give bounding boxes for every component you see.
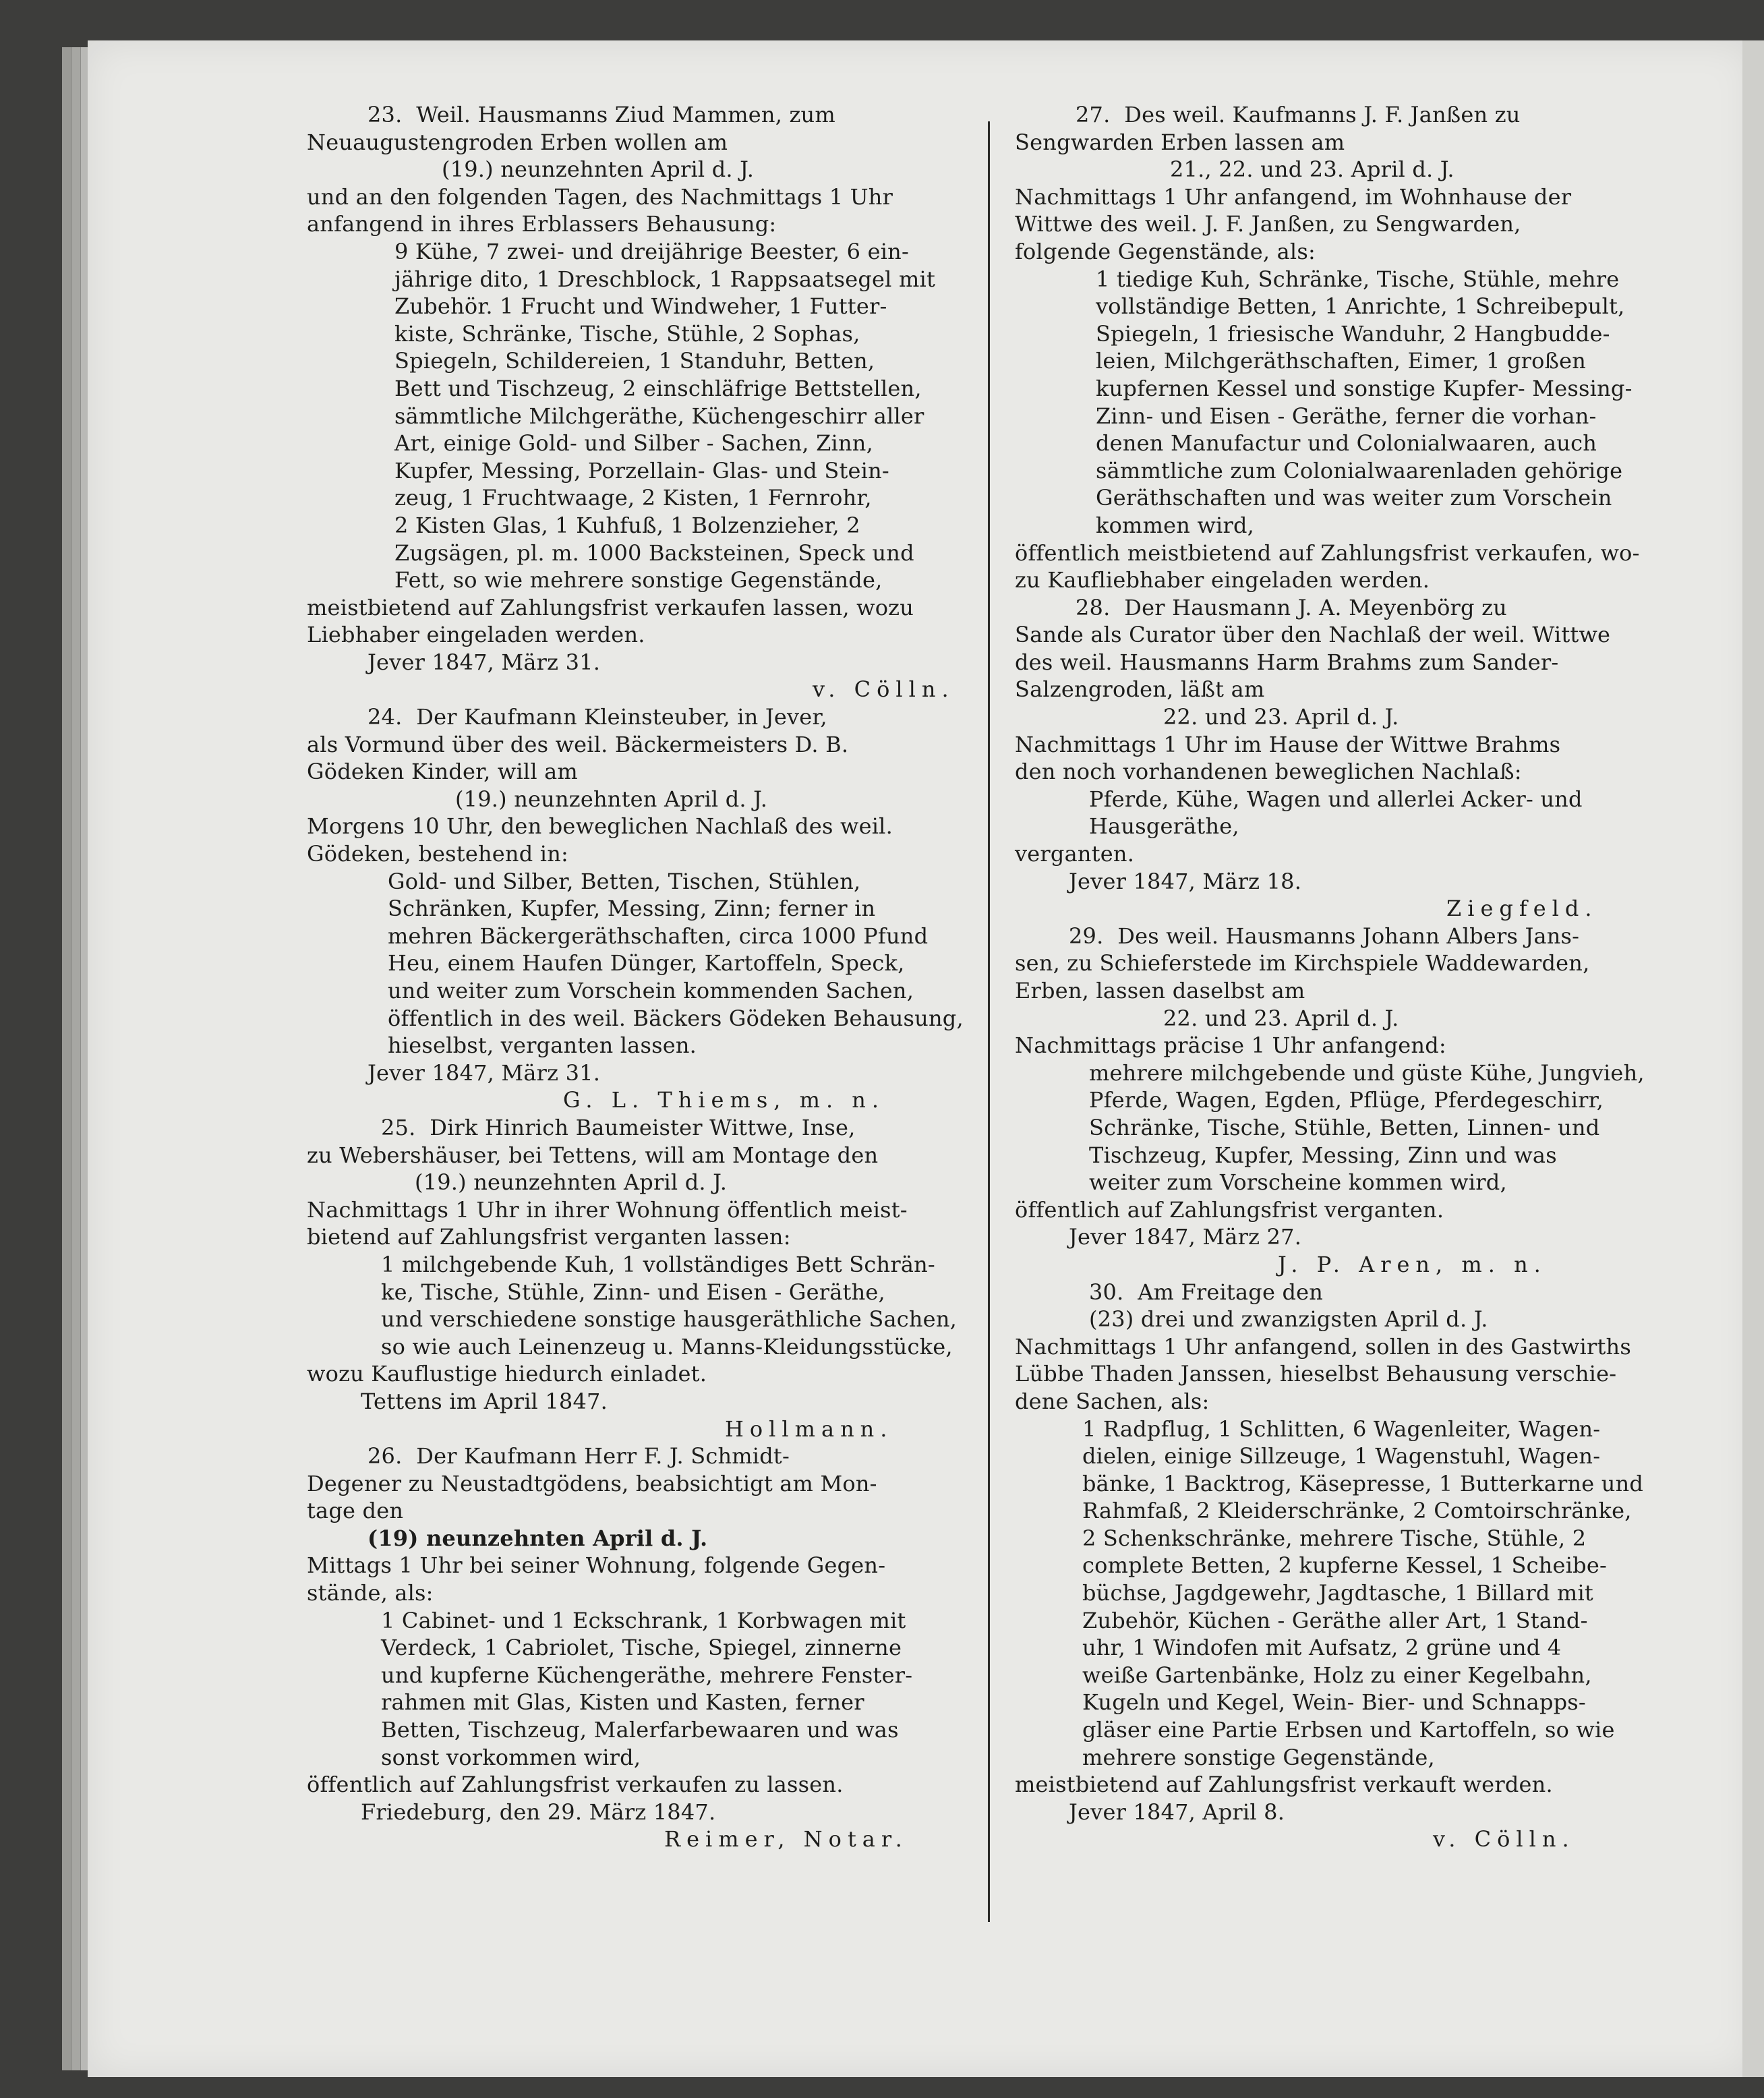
text-line: kiste, Schränke, Tische, Stühle, 2 Sophas, <box>394 320 860 347</box>
text-line: Jever 1847, März 31. <box>368 1059 601 1086</box>
text-line: Erben, lassen daselbst am <box>1015 978 1305 1003</box>
text-line: J. P. Aren, m. n. <box>1278 1251 1547 1277</box>
text-line: bänke, 1 Backtrog, Käsepresse, 1 Butterkarne und <box>1082 1470 1644 1496</box>
text-line: öffentlich auf Zahlungsfrist verkaufen zu lassen. <box>307 1772 844 1798</box>
text-line: als Vormund über des weil. Bäckermeisters D. B. <box>307 731 849 757</box>
text-line: Spiegeln, 1 friesische Wanduhr, 2 Hangbudde- <box>1096 320 1610 347</box>
text-line: Kugeln und Kegel, Wein- Bier- und Schnapps- <box>1082 1689 1586 1716</box>
text-line: Sengwarden Erben lassen am <box>1015 129 1345 155</box>
text-line: stände, als: <box>307 1580 434 1606</box>
text-line: hieselbst, verganten lassen. <box>388 1032 697 1059</box>
text-line: (19) neunzehnten April d. J. <box>368 1525 708 1551</box>
text-line: Gold- und Silber, Betten, Tischen, Stühlen, <box>388 868 861 894</box>
text-line: ke, Tische, Stühle, Zinn- und Eisen - Geräthe, <box>381 1279 885 1305</box>
text-line: Schränken, Kupfer, Messing, Zinn; ferner in <box>388 896 876 922</box>
text-line: vollständige Betten, 1 Anrichte, 1 Schreibepult, <box>1096 293 1625 320</box>
text-line: mehrere milchgebende und güste Kühe, Jungvieh, <box>1089 1059 1645 1086</box>
text-line: Kupfer, Messing, Porzellain- Glas- und Stein- <box>394 457 889 484</box>
text-line: Pferde, Kühe, Wagen und allerlei Acker- und <box>1089 786 1583 812</box>
text-line: 1 tiedige Kuh, Schränke, Tische, Stühle, mehre <box>1096 266 1620 292</box>
text-line: Pferde, Wagen, Egden, Pflüge, Pferdegeschirr, <box>1089 1087 1604 1113</box>
text-line: Jever 1847, März 18. <box>1069 868 1302 894</box>
text-line: 1 Radpflug, 1 Schlitten, 6 Wagenleiter, Wagen- <box>1082 1416 1601 1442</box>
text-line: bietend auf Zahlungsfrist verganten lassen: <box>307 1224 791 1250</box>
text-line: Salzengroden, läßt am <box>1015 676 1265 703</box>
text-line: Nachmittags 1 Uhr in ihrer Wohnung öffentlich meist- <box>307 1196 908 1223</box>
text-line: 1 Cabinet- und 1 Eckschrank, 1 Korbwagen mit <box>381 1607 906 1633</box>
text-line: zu Webershäuser, bei Tettens, will am Montage den <box>307 1142 879 1168</box>
text-line: meistbietend auf Zahlungsfrist verkauft werden. <box>1015 1772 1553 1798</box>
text-line: (19.) neunzehnten April d. J. <box>455 786 768 812</box>
text-line: (19.) neunzehnten April d. J. <box>442 156 755 183</box>
text-line: büchse, Jagdgewehr, Jagdtasche, 1 Billard mit <box>1082 1580 1593 1606</box>
text-line: Fett, so wie mehrere sonstige Gegenstände, <box>394 567 883 593</box>
text-line: 29. Des weil. Hausmanns Johann Albers Jans- <box>1069 923 1580 949</box>
text-line: Bett und Tischzeug, 2 einschläfrige Bettstellen, <box>394 375 922 401</box>
text-line: mehren Bäckergeräthschaften, circa 1000 Pfund <box>388 923 929 949</box>
text-line: Art, einige Gold- und Silber - Sachen, Zinn, <box>394 430 873 457</box>
text-line: 27. Des weil. Kaufmanns J. F. Janßen zu <box>1076 102 1521 127</box>
text-line: und weiter zum Vorschein kommenden Sachen, <box>388 978 914 1003</box>
text-line: Tischzeug, Kupfer, Messing, Zinn und was <box>1089 1142 1557 1168</box>
text-line: Sande als Curator über den Nachlaß der weil. Wittwe <box>1015 622 1611 648</box>
text-line: sen, zu Schieferstede im Kirchspiele Waddewarden, <box>1015 950 1590 977</box>
text-line: Verdeck, 1 Cabriolet, Tische, Spiegel, zinnerne <box>381 1635 902 1661</box>
text-line: tage den <box>307 1498 404 1524</box>
text-line: jährige dito, 1 Dreschblock, 1 Rappsaatsegel mit <box>394 266 936 292</box>
text-line: Liebhaber eingeladen werden. <box>307 622 645 648</box>
text-line: Hausgeräthe, <box>1089 813 1239 840</box>
text-line: uhr, 1 Windofen mit Aufsatz, 2 grüne und 4 <box>1082 1635 1562 1661</box>
text-line: Betten, Tischzeug, Malerfarbewaaren und was <box>381 1717 899 1743</box>
text-line: gläser eine Partie Erbsen und Kartoffeln, so wie <box>1082 1717 1615 1743</box>
text-line: v. Cölln. <box>813 676 955 703</box>
text-line: weiße Gartenbänke, Holz zu einer Kegelbahn, <box>1082 1662 1592 1688</box>
text-line: zu Kaufliebhaber eingeladen werden. <box>1015 567 1430 593</box>
text-line: Nachmittags 1 Uhr im Hause der Wittwe Brahms <box>1015 731 1561 757</box>
text-line: folgende Gegenstände, als: <box>1015 238 1316 264</box>
text-line: 22. und 23. April d. J. <box>1163 704 1399 730</box>
text-line: Hollmann. <box>725 1416 893 1442</box>
text-line: des weil. Hausmanns Harm Brahms zum Sander- <box>1015 649 1559 675</box>
text-line: 28. Der Hausmann J. A. Meyenbörg zu <box>1076 594 1507 620</box>
text-line: G. L. Thiems, m. n. <box>563 1087 885 1113</box>
column-divider <box>988 121 990 1922</box>
text-line: 9 Kühe, 7 zwei- und dreijährige Beester, 6 ein- <box>394 238 909 264</box>
text-line: 23. Weil. Hausmanns Ziud Mammen, zum <box>368 102 835 127</box>
text-line: Tettens im April 1847. <box>361 1388 608 1414</box>
text-line: mehrere sonstige Gegenstände, <box>1082 1744 1435 1770</box>
text-line: Friedeburg, den 29. März 1847. <box>361 1799 716 1825</box>
text-line: 25. Dirk Hinrich Baumeister Wittwe, Inse, <box>381 1114 856 1140</box>
text-line: öffentlich meistbietend auf Zahlungsfrist verkaufen, wo- <box>1015 540 1640 566</box>
text-line: Rahmfaß, 2 Kleiderschränke, 2 Comtoirschränke, <box>1082 1498 1632 1524</box>
text-line: Zubehör. 1 Frucht und Windweher, 1 Futter- <box>394 293 887 320</box>
text-line: 21., 22. und 23. April d. J. <box>1170 156 1454 183</box>
text-line: Jever 1847, April 8. <box>1069 1799 1285 1825</box>
text-line: anfangend in ihres Erblassers Behausung: <box>307 211 777 237</box>
text-line: Zinn- und Eisen - Geräthe, ferner die vorhan- <box>1096 403 1597 429</box>
text-line: den noch vorhandenen beweglichen Nachlaß: <box>1015 759 1522 785</box>
text-line: (23) drei und zwanzigsten April d. J. <box>1089 1306 1488 1333</box>
text-line: wozu Kauflustige hiedurch einladet. <box>307 1361 707 1387</box>
text-line: Degener zu Neustadtgödens, beabsichtigt am Mon- <box>307 1470 877 1496</box>
left-column <box>307 101 974 1853</box>
text-line: leien, Milchgeräthschaften, Eimer, 1 großen <box>1096 348 1587 374</box>
text-line: kupfernen Kessel und sonstige Kupfer- Messing- <box>1096 375 1633 401</box>
text-line: so wie auch Leinenzeug u. Manns-Kleidungsstücke, <box>381 1333 953 1360</box>
text-line: Zubehör, Küchen - Geräthe aller Art, 1 Stand- <box>1082 1607 1588 1633</box>
text-line: und kupferne Küchengeräthe, mehrere Fenster- <box>381 1662 913 1688</box>
text-line: öffentlich auf Zahlungsfrist verganten. <box>1015 1196 1444 1223</box>
text-line: Wittwe des weil. J. F. Janßen, zu Sengwarden, <box>1015 211 1521 237</box>
text-line: complete Betten, 2 kupferne Kessel, 1 Scheibe- <box>1082 1552 1607 1579</box>
text-line: zeug, 1 Fruchtwaage, 2 Kisten, 1 Fernrohr, <box>394 485 872 511</box>
text-line: verganten. <box>1015 841 1135 867</box>
text-line: meistbietend auf Zahlungsfrist verkaufen lassen, wozu <box>307 594 914 620</box>
text-line: Geräthschaften und was weiter zum Vorschein <box>1096 485 1612 511</box>
text-line: v. Cölln. <box>1433 1826 1575 1853</box>
page-edge <box>71 47 81 2070</box>
text-line: (19.) neunzehnten April d. J. <box>415 1169 728 1196</box>
text-line: öffentlich in des weil. Bäckers Gödeken Behausung, <box>388 1005 964 1031</box>
text-line: Spiegeln, Schildereien, 1 Standuhr, Betten, <box>394 348 875 374</box>
text-line: Ziegfeld. <box>1446 896 1598 922</box>
text-line: 26. Der Kaufmann Herr F. J. Schmidt- <box>368 1443 790 1469</box>
right-column <box>1015 101 1689 1853</box>
text-line: Gödeken Kinder, will am <box>307 759 578 785</box>
next-page-edge <box>1742 40 1764 2077</box>
text-line: Mittags 1 Uhr bei seiner Wohnung, folgende Gegen- <box>307 1552 886 1579</box>
text-line: denen Manufactur und Colonialwaaren, auch <box>1096 430 1597 457</box>
page-edge <box>62 47 72 2070</box>
text-line: Jever 1847, März 27. <box>1069 1224 1302 1250</box>
text-line: kommen wird, <box>1096 512 1255 538</box>
text-line: dielen, einige Sillzeuge, 1 Wagenstuhl, Wagen- <box>1082 1443 1601 1469</box>
text-line: 22. und 23. April d. J. <box>1163 1005 1399 1031</box>
text-line: Heu, einem Haufen Dünger, Kartoffeln, Speck, <box>388 950 905 977</box>
text-line: Morgens 10 Uhr, den beweglichen Nachlaß des weil. <box>307 813 893 840</box>
text-line: Reimer, Notar. <box>664 1826 908 1853</box>
text-line: Neuaugustengroden Erben wollen am <box>307 129 728 155</box>
text-line: und verschiedene sonstige hausgeräthliche Sachen, <box>381 1306 958 1333</box>
text-line: Zugsägen, pl. m. 1000 Backsteinen, Speck und <box>394 540 914 566</box>
text-line: sämmtliche zum Colonialwaarenladen gehörige <box>1096 457 1623 484</box>
text-line: Schränke, Tische, Stühle, Betten, Linnen- und <box>1089 1114 1600 1140</box>
text-line: sonst vorkommen wird, <box>381 1744 641 1770</box>
text-line: sämmtliche Milchgeräthe, Küchengeschirr aller <box>394 403 924 429</box>
text-line: dene Sachen, als: <box>1015 1388 1210 1414</box>
text-line: 24. Der Kaufmann Kleinsteuber, in Jever, <box>368 704 827 730</box>
text-line: Nachmittags 1 Uhr anfangend, sollen in des Gastwirths <box>1015 1333 1631 1360</box>
text-line: Gödeken, bestehend in: <box>307 841 569 867</box>
text-line: 30. Am Freitage den <box>1089 1279 1324 1305</box>
text-line: Lübbe Thaden Janssen, hieselbst Behausung verschie- <box>1015 1361 1617 1387</box>
text-line: 2 Kisten Glas, 1 Kuhfuß, 1 Bolzenzieher, 2 <box>394 512 860 538</box>
text-line: rahmen mit Glas, Kisten und Kasten, ferner <box>381 1689 864 1716</box>
text-line: Nachmittags 1 Uhr anfangend, im Wohnhause der <box>1015 183 1572 210</box>
text-line: weiter zum Vorscheine kommen wird, <box>1089 1169 1507 1196</box>
text-line: 1 milchgebende Kuh, 1 vollständiges Bett Schrän- <box>381 1251 935 1277</box>
text-line: 2 Schenkschränke, mehrere Tische, Stühle, 2 <box>1082 1525 1587 1551</box>
text-line: und an den folgenden Tagen, des Nachmittags 1 Uhr <box>307 183 893 210</box>
text-line: Nachmittags präcise 1 Uhr anfangend: <box>1015 1032 1446 1059</box>
text-line: Jever 1847, März 31. <box>368 649 601 675</box>
